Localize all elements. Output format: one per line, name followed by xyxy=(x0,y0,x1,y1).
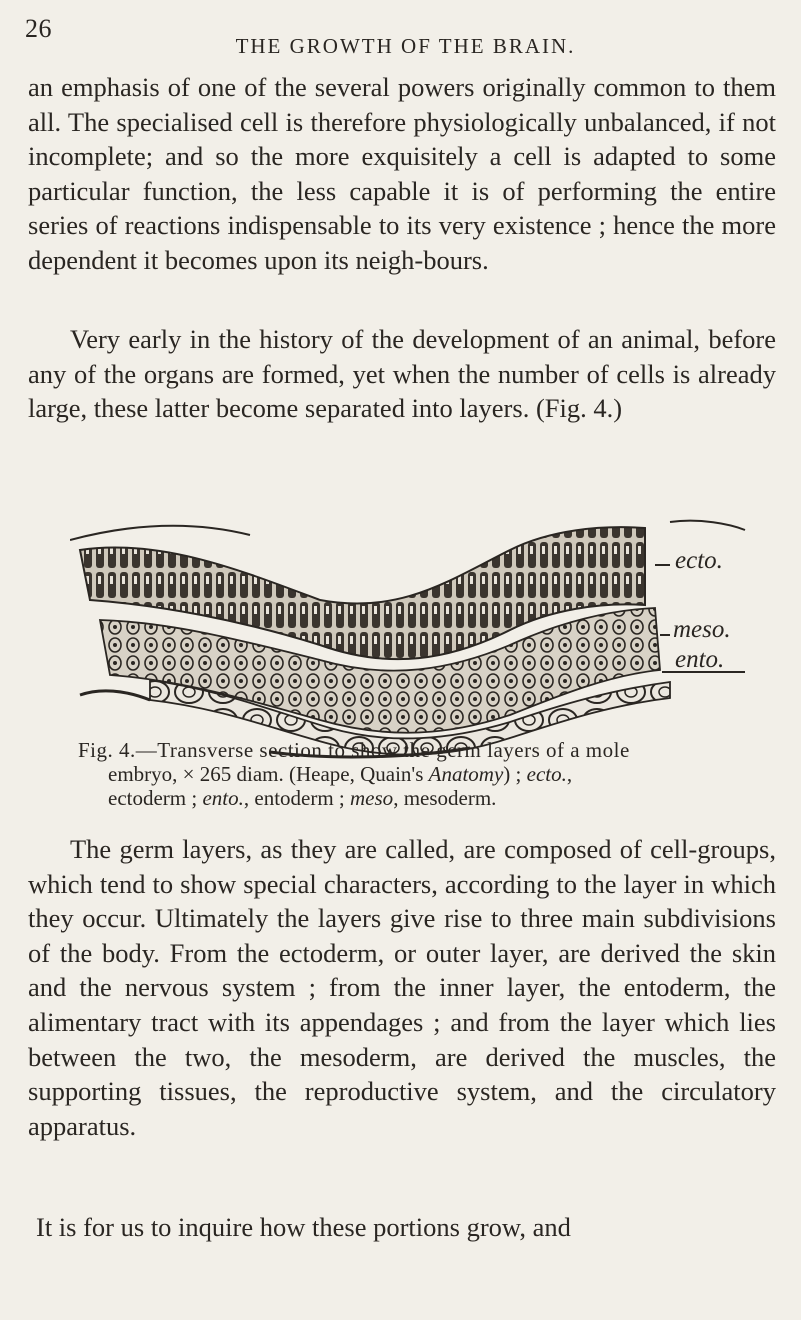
label-ecto: ecto. xyxy=(675,547,723,574)
paragraph-2: Very early in the history of the development of an animal, before any of the organs are formed, yet when the number of cells is already large, these latter become separated into layers. (Fig. 4.) xyxy=(28,324,776,424)
label-ento: ento. xyxy=(675,646,725,673)
caption-line-3: ectoderm ; ento., entoderm ; meso, mesoderm. xyxy=(108,786,497,810)
label-meso: meso. xyxy=(673,616,731,643)
caption-line-2: embryo, × 265 diam. (Heape, Quain's Anatomy) ; ecto., xyxy=(108,762,573,786)
paragraph-3: The germ layers, as they are called, are composed of cell-groups, which tend to show special characters, according to the layer in which they occur. Ultimately the layers give rise to three main subdivisions of the body. From the ectoderm, or outer layer, are derived the skin and the nervous system ; from the inner layer, the entoderm, the alimentary tract with its appendages ; and from the layer which lies between the two, the mesoderm, are derived the muscles, the supporting tissues, the reproductive system, and the circulatory apparatus. xyxy=(28,834,776,1141)
paragraph-1: an emphasis of one of the several powers originally common to them all. The specialised cell is therefore physiologically unbalanced, if not incomplete; and so the more exquisitely a cell is adapted to some particular function, the less capable it is of performing the entire series of reactions indispensable to its very existence ; hence the more dependent it becomes upon its neigh-bours. xyxy=(28,72,776,275)
page-number: 26 xyxy=(25,14,52,43)
germ-layers-illustration xyxy=(70,510,750,760)
figure-germ-layers xyxy=(70,510,750,760)
paragraph-4: It is for us to inquire how these portions grow, and xyxy=(36,1212,571,1242)
figure-caption xyxy=(78,738,768,810)
running-head: THE GROWTH OF THE BRAIN. xyxy=(235,34,576,58)
caption-line-1: Fig. 4.—Transverse section to show the germ layers of a mole xyxy=(78,738,630,762)
